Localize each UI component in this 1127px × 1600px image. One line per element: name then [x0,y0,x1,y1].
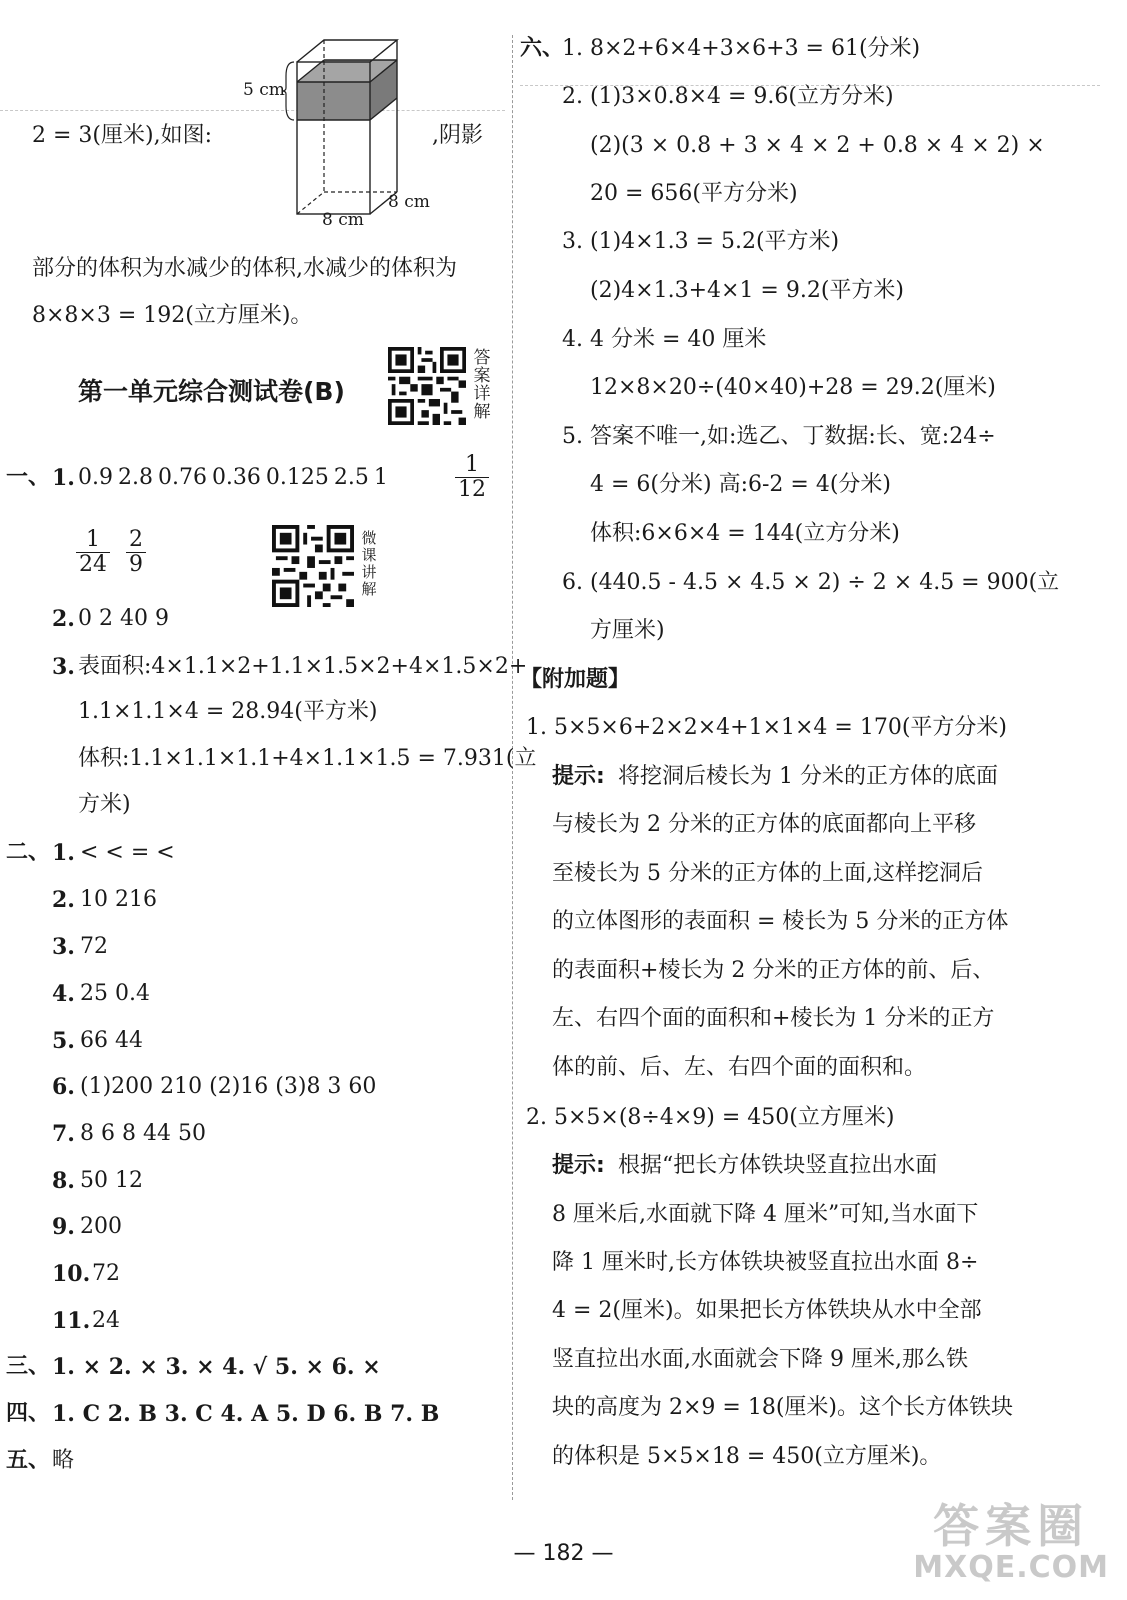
bonus-2-hint-line: 竖直拉出水面,水面就会下降 9 厘米,那么铁 [552,1347,968,1372]
s6-line-10: 4 = 6(分米) 高:6-2 = 4(分米) [590,472,891,497]
section-4-mark: 四、 [6,1401,51,1426]
s2-item-text: 200 [80,1214,122,1239]
section-1-mark: 一、 [6,465,51,490]
figure-label-height: 5 cm [243,80,285,100]
s1-q1-fraction-3: $\frac{2}{9}$ [126,528,146,577]
intro-line-1: 2 = 3(厘米),如图: [32,123,212,148]
s2-item-text: < < = < [80,840,175,865]
intro-line-2: 部分的体积为水减少的体积,水减少的体积为 [32,256,457,281]
s6-line-5: 3. (1)4×1.3 = 5.2(平方米) [562,229,840,254]
bonus-1-hint-label: 提示: [552,764,605,789]
s2-item-num: 5. [52,1028,75,1054]
watermark [913,1500,1109,1584]
intro-line-3: 8×8×3 = 192(立方厘米)。 [32,303,313,328]
bonus-2-hint-line: 8 厘米后,水面就下降 4 厘米”可知,当水面下 [552,1202,979,1227]
s1-q1-fraction-1: $\frac{1}{12}$ [455,453,489,502]
s6-line-7: 4. 4 分米 = 40 厘米 [562,327,767,352]
qr-code-answers[interactable] [388,347,466,425]
s1-q3-num: 3. [52,654,75,680]
s2-item-num: 2. [52,887,75,913]
s2-item-text: 50 12 [80,1168,143,1193]
s1-q3-line-4: 方米) [78,792,131,817]
figure-label-depth: 8 cm [388,192,430,212]
s1-q2-num: 2. [52,606,75,632]
watermark-logo-text: 答案圈 [933,1499,1090,1553]
section-title: 第一单元综合测试卷(B) [78,377,345,406]
bonus-1-hint-line: 的表面积+棱长为 2 分米的正方体的前、后、 [552,958,995,983]
s1-q1-num: 1. [52,465,75,491]
s6-line-12: 6. (440.5 - 4.5 × 4.5 × 2) ÷ 2 × 4.5 = 900(立 [562,570,1060,595]
s2-item-text: 66 44 [80,1028,143,1053]
bonus-2-hint-line: 4 = 2(厘米)。如果把长方体铁块从水中全部 [552,1298,982,1323]
s2-item-num: 6. [52,1074,75,1100]
s1-q3-line-3: 体积:1.1×1.1×1.1+4×1.1×1.5 = 7.931(立 [78,746,537,771]
s2-item-num: 1. [52,840,75,866]
bonus-2-hint-line: 根据“把长方体铁块竖直拉出水面 [618,1153,938,1178]
bonus-1-hint-line: 的立体图形的表面积 = 棱长为 5 分米的正方体 [552,909,1009,934]
s2-item-num: 10. [52,1261,91,1287]
figure-label-width: 8 cm [322,210,364,230]
s6-line-9: 5. 答案不唯一,如:选乙、丁数据:长、宽:24÷ [562,424,996,449]
section-6-mark: 六、 [520,36,565,61]
page-number: — 182 — [513,1541,614,1566]
section-5-mark: 五、 [6,1448,51,1473]
s1-q3-line-2: 1.1×1.1×4 = 28.94(平方米) [78,699,378,724]
bonus-1-hint-line: 将挖洞后棱长为 1 分米的正方体的底面 [618,764,998,789]
bonus-heading: 【附加题】 [520,667,631,692]
bonus-2-hint-line: 块的高度为 2×9 = 18(厘米)。这个长方体铁块 [552,1395,1014,1420]
s2-item-text: 72 [92,1261,120,1286]
s2-item-num: 11. [52,1308,91,1334]
s2-item-text: 72 [80,934,108,959]
qr-code-video[interactable] [272,525,354,607]
section-3-mark: 三、 [6,1354,51,1379]
bonus-2: 2. 5×5×(8÷4×9) = 450(立方厘米) [526,1105,895,1130]
bonus-1-hint-line: 与棱长为 2 分米的正方体的底面都向上平移 [552,812,976,837]
bonus-1-hint-line: 左、右四个面的面积和+棱长为 1 分米的正方 [552,1006,995,1031]
section-4-answers: 1. C 2. B 3. C 4. A 5. D 6. B 7. B [52,1401,440,1427]
s2-item-num: 9. [52,1214,75,1240]
s6-line-11: 体积:6×6×4 = 144(立方分米) [590,521,900,546]
s1-q3-line-1: 表面积:4×1.1×2+1.1×1.5×2+4×1.5×2+ [78,654,528,679]
s2-item-num: 7. [52,1121,75,1147]
bonus-1-hint-line: 体的前、后、左、右四个面的面积和。 [552,1055,927,1080]
s6-line-13: 方厘米) [590,618,665,643]
s2-item-num: 8. [52,1168,75,1194]
qr-label-answers: 答案详解 [473,348,491,422]
s2-item-text: 25 0.4 [80,981,150,1006]
bonus-1: 1. 5×5×6+2×2×4+1×1×4 = 170(平方分米) [526,715,1008,740]
s6-line-2: 2. (1)3×0.8×4 = 9.6(立方分米) [562,84,894,109]
qr-label-video: 微课讲解 [361,529,377,598]
shaded-layer-front [297,82,370,120]
s1-q1-values: 0.9 2.8 0.76 0.36 0.125 2.5 1 [78,465,388,490]
s6-line-3: (2)(3 × 0.8 + 3 × 4 × 2 + 0.8 × 4 × 2) × [590,133,1045,158]
s6-line-8: 12×8×20÷(40×40)+28 = 29.2(厘米) [590,375,996,400]
bonus-2-hint-label: 提示: [552,1153,605,1178]
s2-item-text: 8 6 8 44 50 [80,1121,206,1146]
s2-item-num: 3. [52,934,75,960]
s1-q1-fraction-2: $\frac{1}{24}$ [76,528,110,577]
s2-item-text: (1)200 210 (2)16 (3)8 3 60 [80,1074,377,1099]
bonus-2-hint-line: 的体积是 5×5×18 = 450(立方厘米)。 [552,1444,942,1469]
s2-item-text: 24 [92,1308,120,1333]
s2-item-num: 4. [52,981,75,1007]
section-2-mark: 二、 [6,840,51,865]
section-5-answers: 略 [52,1448,75,1473]
s2-item-text: 10 216 [80,887,157,912]
intro-line-1-suffix: ,阴影 [432,123,483,148]
bonus-2-hint-line: 降 1 厘米时,长方体铁块被竖直拉出水面 8÷ [552,1250,979,1275]
s6-line-4: 20 = 656(平方分米) [590,181,798,206]
watermark-url: MXQE.COM [913,1550,1109,1585]
bonus-1-hint-line: 至棱长为 5 分米的正方体的上面,这样挖洞后 [552,861,983,886]
s6-line-1: 1. 8×2+6×4+3×6+3 = 61(分米) [562,36,921,61]
s1-q2-text: 0 2 40 9 [78,606,169,631]
s6-line-6: (2)4×1.3+4×1 = 9.2(平方米) [590,278,905,303]
section-3-answers: 1. × 2. × 3. × 4. √ 5. × 6. × [52,1354,381,1380]
